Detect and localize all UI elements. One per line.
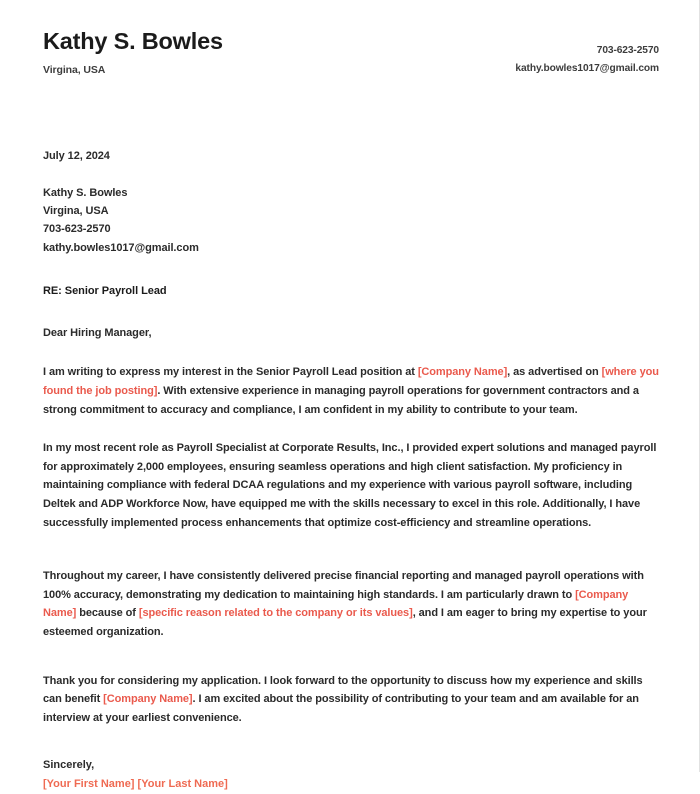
letterhead-phone: 703-623-2570	[596, 45, 659, 56]
paragraph-3-text-c: , and I am eager to bring my expertise to your esteemed organization.	[43, 607, 647, 638]
paragraph-3-text-a: Throughout my career, I have consistently delivered precise financial reporting and managed payroll operations with 100% accuracy, demonstrating my dedication to maintaining high standards. I am particularly drawn to	[43, 570, 644, 601]
sender-email: kathy.bowles1017@gmail.com	[43, 241, 199, 254]
letterhead-contact-block	[515, 42, 659, 78]
paragraph-4-text-b: . I am excited about the possibility of contributing to your team and am available for an interview at your earliest convenience.	[43, 693, 639, 724]
applicant-name-heading: Kathy S. Bowles	[43, 28, 223, 54]
body-paragraph-1	[43, 363, 659, 419]
letterhead-location: Virgina, USA	[43, 64, 106, 77]
salutation: Dear Hiring Manager,	[43, 326, 152, 339]
sender-address-block	[43, 184, 659, 258]
signature-name-line	[43, 775, 659, 794]
letter-content	[43, 0, 659, 794]
sender-name: Kathy S. Bowles	[43, 186, 128, 199]
letter-date: July 12, 2024	[43, 150, 110, 162]
sender-location: Virgina, USA	[43, 205, 109, 217]
placeholder-company-name-3: [Company Name]	[103, 693, 193, 706]
body-paragraph-3	[43, 567, 659, 641]
placeholder-company-name-2: [Company Name]	[43, 588, 629, 620]
paragraph-3-text-b: because of	[76, 607, 139, 620]
subject-line: RE: Senior Payroll Lead	[43, 285, 167, 298]
placeholder-specific-reason: [specific reason related to the company or its values]	[138, 607, 413, 620]
sender-phone: 703-623-2570	[43, 223, 111, 236]
paragraph-4-text-a: Thank you for considering my application. I look forward to the opportunity to discuss how my experience and skills can benefit	[43, 674, 643, 706]
placeholder-last-name: [Your Last Name]	[137, 777, 228, 790]
placeholder-first-name: [Your First Name]	[43, 777, 135, 790]
body-paragraph-4	[43, 672, 659, 728]
paragraph-1-text-c: . With extensive experience in managing payroll operations for government contractors and a strong commitment to accuracy and compliance, I am confident in my ability to contribute to your team.	[43, 385, 639, 416]
paragraph-1-text-a: I am writing to express my interest in the Senior Payroll Lead position at	[43, 366, 418, 379]
paragraph-1-text-b: , as advertised on	[507, 366, 602, 379]
sign-off: Sincerely,	[43, 759, 95, 772]
letterhead-email: kathy.bowles1017@gmail.com	[515, 63, 659, 75]
letterhead	[43, 0, 659, 106]
body-paragraph-2: In my most recent role as Payroll Specialist at Corporate Results, Inc., I provided expert solutions and managed payroll for approximately 2,000 employees, ensuring seamless operations and high client satisfaction. My proficiency in maintaining compliance with federal DCAA regulations and my experience with various payroll software, including Deltek and ADP Workforce Now, have equipped me with the skills necessary to excel in this role. Additionally, I have successfully implemented process enhancements that optimize cost-efficiency and streamline operations.	[43, 442, 657, 529]
placeholder-job-posting-source: [where you found the job posting]	[43, 366, 659, 397]
closing-block	[43, 756, 659, 793]
placeholder-company-name-1: [Company Name]	[417, 366, 508, 379]
